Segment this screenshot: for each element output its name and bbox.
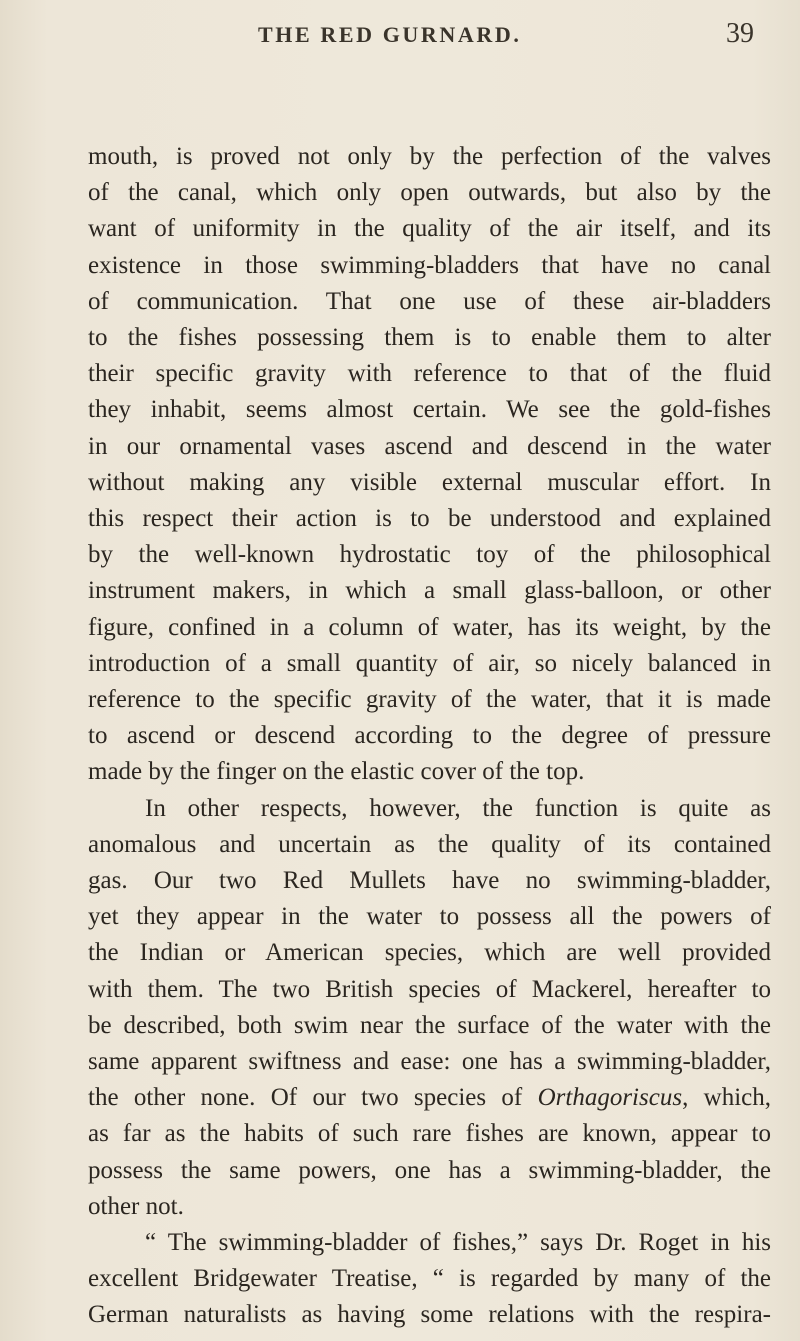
text-line: the Indian or American species, which are well provided [88, 939, 771, 967]
text-line: to ascend or descend according to the degree of pressure [88, 722, 771, 750]
text-line: in our ornamental vases ascend and descend in the water [88, 432, 771, 460]
text-line [88, 1083, 771, 1113]
text-line: instrument makers, in which a small glass-balloon, or other [88, 577, 771, 605]
running-title: THE RED GURNARD. [258, 22, 522, 47]
text-line: German naturalists as having some relations with the respira- [88, 1301, 771, 1329]
text-line: gas. Our two Red Mullets have no swimming-bladder, [88, 867, 771, 894]
text-line: this respect their action is to be understood and explained [88, 505, 771, 532]
text-line: by the well-known hydrostatic toy of the philosophical [88, 541, 771, 569]
text-line: made by the finger on the elastic cover of the top. [88, 758, 585, 786]
text-span: the other none. Of our two species of [88, 1084, 538, 1112]
text-line: to the fishes possessing them is to enable them to alter [88, 324, 771, 351]
text-line: excellent Bridgewater Treatise, “ is regarded by many of the [88, 1265, 771, 1293]
text-line: possess the same powers, one has a swimming-bladder, the [88, 1156, 771, 1184]
text-line: other not. [88, 1192, 184, 1220]
text-line: of the canal, which only open outwards, but also by the [88, 179, 771, 207]
page-number: 39 [726, 18, 754, 49]
text-line: without making any visible external muscular effort. In [88, 468, 771, 496]
text-line: of communication. That one use of these air-bladders [88, 287, 771, 315]
text-line: anomalous and uncertain as the quality of its contained [88, 830, 771, 858]
italic-genus-name: Orthagoriscus [537, 1084, 683, 1112]
text-line: want of uniformity in the quality of the air itself, and its [88, 215, 771, 243]
text-line: their specific gravity with reference to that of the fluid [88, 360, 771, 388]
text-line: same apparent swiftness and ease: one has a swimming-bladder, [88, 1048, 771, 1075]
text-line: as far as the habits of such rare fishes are known, appear to [88, 1120, 771, 1148]
text-line: introduction of a small quantity of air, so nicely balanced in [88, 649, 771, 677]
text-line: they inhabit, seems almost certain. We see the gold-fishes [88, 396, 771, 424]
text-line: mouth, is proved not only by the perfection of the valves [88, 143, 771, 170]
text-line: with them. The two British species of Mackerel, hereafter to [88, 975, 771, 1003]
text-line: figure, confined in a column of water, has its weight, by the [88, 613, 771, 641]
text-line: be described, both swim near the surface of the water with the [88, 1011, 771, 1039]
text-span: , which, [682, 1084, 771, 1112]
paragraph-start-line: “ The swimming-bladder of fishes,” says Dr. Roget in his [145, 1229, 771, 1256]
paragraph-start-line: In other respects, however, the function is quite as [145, 794, 771, 822]
text-line: existence in those swimming-bladders that have no canal [88, 251, 771, 279]
text-line: reference to the specific gravity of the water, that it is made [88, 686, 771, 713]
text-line: yet they appear in the water to possess all the powers of [88, 903, 771, 931]
